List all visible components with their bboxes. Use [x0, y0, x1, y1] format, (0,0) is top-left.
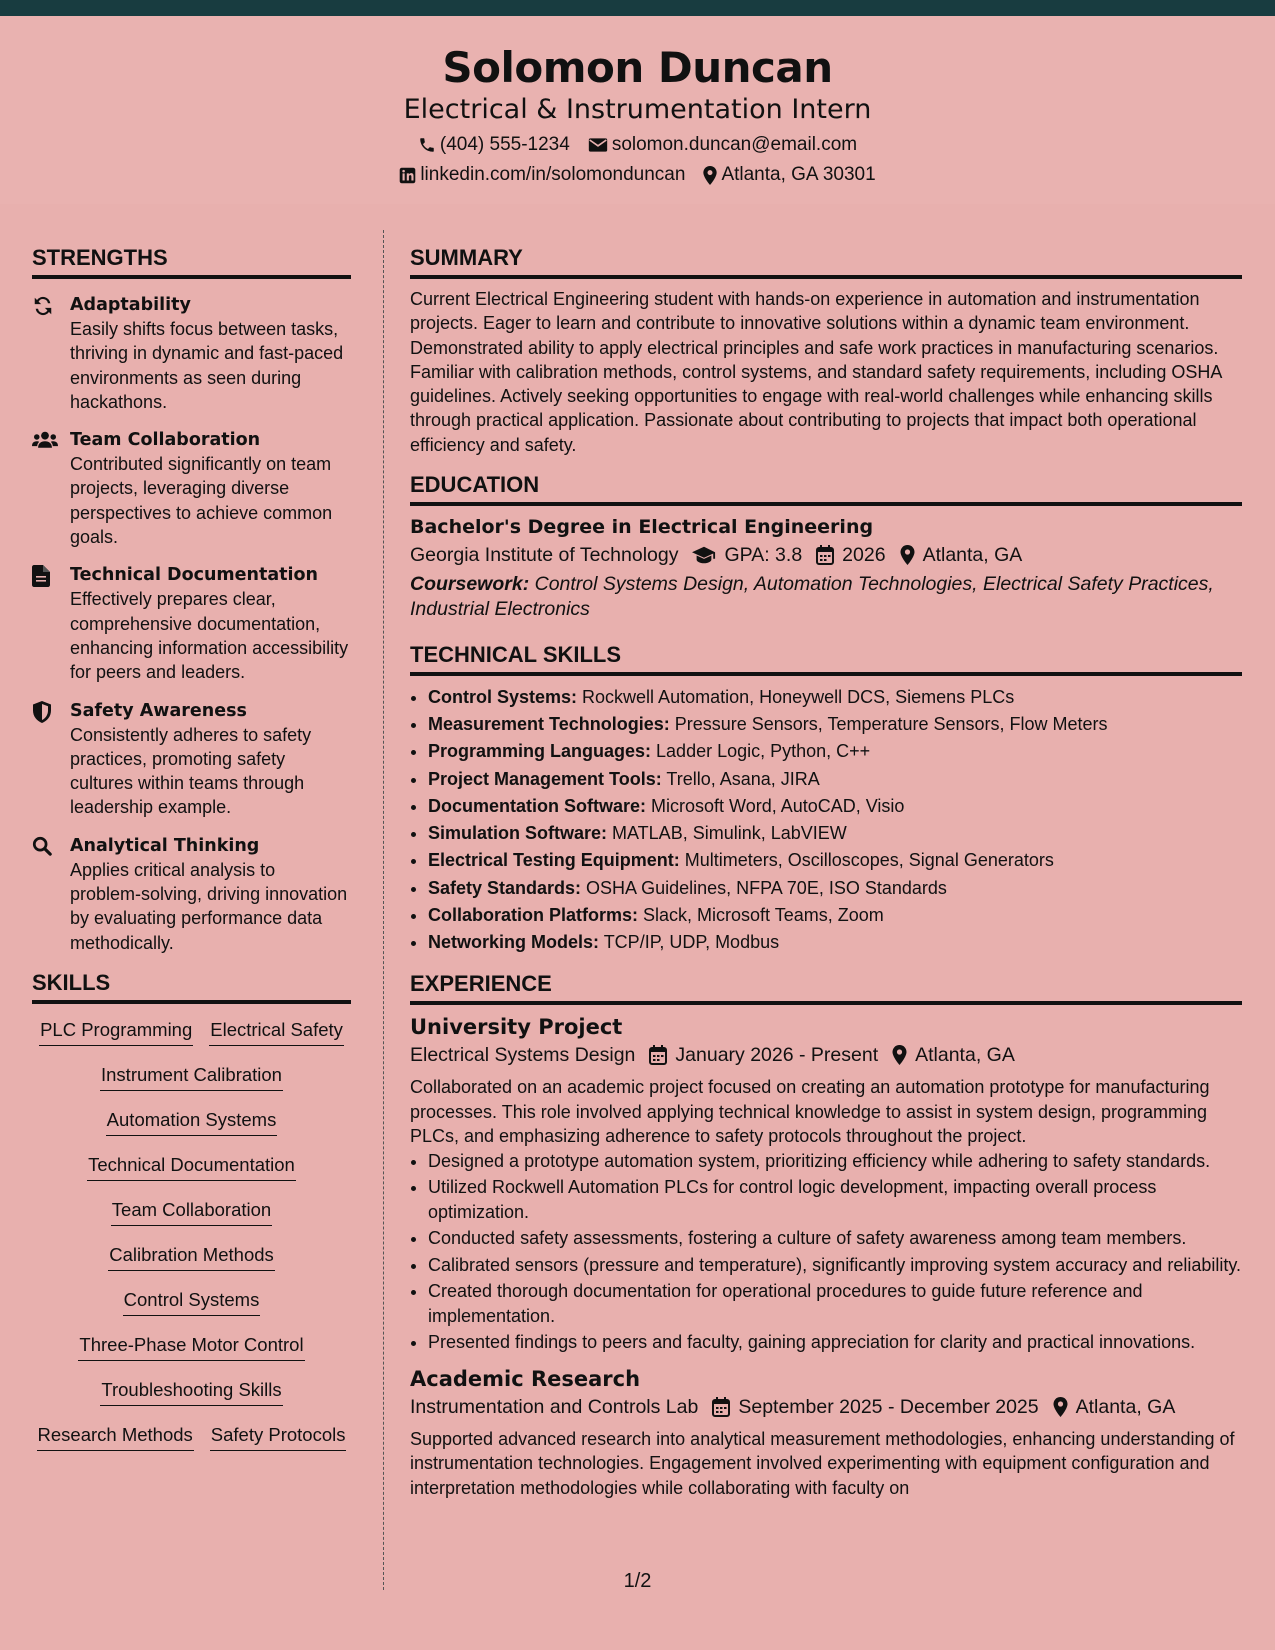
tech-skill-label: Electrical Testing Equipment:	[428, 850, 680, 871]
list-item: • Calibrated sensors (pressure and temperature), significantly improving system accuracy and reliability.	[428, 1253, 1242, 1278]
location-text: Atlanta, GA 30301	[721, 164, 876, 185]
tech-skill-value: TCP/IP, UDP, Modbus	[599, 931, 780, 952]
calendar-icon	[712, 1397, 730, 1417]
strength-title: Team Collaboration	[70, 430, 261, 451]
skill-tag: Electrical Safety	[209, 1018, 344, 1046]
tech-skill-value: Microsoft Word, AutoCAD, Visio	[646, 795, 905, 816]
list-item: • Designed a prototype automation system, prioritizing efficiency while adhering to safety standards.	[428, 1149, 1242, 1174]
list-item	[428, 902, 1242, 929]
phone-icon	[418, 136, 436, 154]
strength-desc: Applies critical analysis to problem-solving, driving innovation by evaluating performance data methodically.	[70, 859, 348, 953]
tech-skill-value: Ladder Logic, Python, C++	[651, 741, 871, 762]
tech-skill-label: Documentation Software:	[428, 795, 647, 816]
experience-description: Supported advanced research into analytical measurement methodologies, enhancing understanding of instrumentation technologies. Engagement involved experimenting with equipment configuration and interpretation methodologies while collaborating with faculty on	[410, 1428, 1235, 1498]
location-contact	[703, 163, 875, 187]
list-item	[428, 711, 1242, 738]
strength-item	[32, 428, 351, 549]
tech-skill-label: Project Management Tools:	[428, 768, 662, 789]
strength-desc: Consistently adheres to safety practices, promoting safety cultures within teams through leadership example.	[70, 724, 312, 818]
list-item	[428, 738, 1242, 765]
experience-org: University Project	[410, 1015, 623, 1040]
graduation-cap-icon	[692, 546, 716, 564]
experience-meta	[410, 1041, 1242, 1069]
left-column	[32, 244, 351, 1468]
experience-entry	[410, 1013, 1242, 1355]
tech-skill-label: Control Systems:	[428, 687, 578, 708]
sync-icon	[32, 293, 70, 414]
strength-desc: Effectively prepares clear, comprehensive documentation, enhancing information accessibility for peers and leaders.	[70, 589, 349, 683]
candidate-name: Solomon Duncan	[442, 43, 833, 92]
strength-item	[32, 834, 351, 955]
page-indicator: 1/2	[623, 1570, 652, 1592]
strengths-list	[32, 287, 351, 955]
strength-desc: Contributed significantly on team projects, leveraging diverse perspectives to achieve common goals.	[70, 454, 333, 548]
strength-title: Adaptability	[70, 295, 191, 315]
tech-skill-label: Safety Standards:	[428, 877, 582, 898]
experience-location: Atlanta, GA	[915, 1044, 1015, 1067]
skill-tag: Automation Systems	[106, 1108, 278, 1136]
map-pin-icon	[900, 545, 915, 565]
experience-meta	[410, 1393, 1242, 1421]
tech-skill-label: Programming Languages:	[428, 741, 652, 762]
coursework-list: Control Systems Design, Automation Technologies, Electrical Safety Practices, Industrial Electronics	[410, 573, 1214, 620]
skill-tag: PLC Programming	[39, 1018, 193, 1046]
email-contact[interactable]	[588, 133, 857, 157]
experience-dates: January 2026 - Present	[675, 1044, 879, 1067]
strength-title: Analytical Thinking	[70, 835, 260, 856]
skill-tag: Team Collaboration	[111, 1198, 272, 1226]
school-name: Georgia Institute of Technology	[410, 544, 679, 567]
tech-skill-value: OSHA Guidelines, NFPA 70E, ISO Standards	[581, 877, 947, 898]
list-item	[428, 793, 1242, 820]
list-item	[428, 684, 1242, 711]
map-pin-icon	[703, 166, 717, 185]
strength-title: Technical Documentation	[70, 565, 319, 586]
strength-item	[32, 293, 351, 414]
contact-line-2	[0, 163, 1275, 187]
tech-skill-value: MATLAB, Simulink, LabVIEW	[607, 823, 847, 844]
list-item: • Presented findings to peers and faculty, gaining appreciation for clarity and practical innovations.	[428, 1330, 1242, 1355]
skill-tag: Instrument Calibration	[100, 1063, 283, 1091]
list-item: • Created thorough documentation for operational procedures to guide future reference and implementation.	[428, 1279, 1242, 1328]
strengths-heading: STRENGTHS	[32, 244, 351, 279]
experience-org: Academic Research	[410, 1366, 641, 1391]
technical-skills-heading: TECHNICAL SKILLS	[410, 641, 1242, 676]
calendar-icon	[649, 1045, 667, 1065]
envelope-icon	[588, 137, 608, 153]
gpa-text: GPA: 3.8	[724, 544, 803, 567]
skill-tag: Technical Documentation	[87, 1153, 296, 1181]
coursework	[410, 572, 1242, 621]
list-item	[428, 875, 1242, 902]
degree-title: Bachelor's Degree in Electrical Engineering	[410, 516, 874, 539]
map-pin-icon	[892, 1045, 907, 1065]
tech-skill-label: Simulation Software:	[428, 823, 608, 844]
experience-dates: September 2025 - December 2025	[738, 1395, 1039, 1418]
resume-header	[0, 16, 1275, 204]
list-item: • Conducted safety assessments, fostering a culture of safety awareness among team members.	[428, 1226, 1242, 1251]
tech-skill-value: Trello, Asana, JIRA	[661, 768, 820, 789]
column-divider	[383, 230, 384, 1590]
tech-skill-value: Rockwell Automation, Honeywell DCS, Siemens PLCs	[577, 687, 1015, 708]
strength-item	[32, 699, 351, 820]
linkedin-icon	[399, 167, 416, 184]
education-heading: EDUCATION	[410, 471, 1242, 506]
phone-text: (404) 555-1234	[439, 134, 570, 155]
list-item	[428, 847, 1242, 874]
summary-heading: SUMMARY	[410, 244, 1242, 279]
top-accent-bar	[0, 0, 1275, 16]
experience-role: Electrical Systems Design	[410, 1044, 636, 1067]
right-column	[410, 244, 1242, 1500]
coursework-label: Coursework:	[410, 573, 530, 596]
tech-skill-label: Collaboration Platforms:	[428, 904, 639, 925]
contact-line-1	[0, 133, 1275, 157]
skill-tag: Three-Phase Motor Control	[78, 1333, 304, 1361]
experience-description: Collaborated on an academic project focused on creating an automation prototype for manufacturing processes. This role involved applying technical knowledge to assist in system design, programming PLCs, and emphasizing adherence to safety protocols throughout the project.	[410, 1077, 1210, 1147]
tech-skill-label: Networking Models:	[428, 931, 600, 952]
experience-role: Instrumentation and Controls Lab	[410, 1395, 699, 1418]
experience-heading: EXPERIENCE	[410, 970, 1242, 1005]
education-location: Atlanta, GA	[922, 544, 1023, 567]
list-item	[428, 820, 1242, 847]
experience-location: Atlanta, GA	[1075, 1395, 1176, 1418]
education-meta	[410, 541, 1242, 569]
skill-tag: Troubleshooting Skills	[100, 1378, 282, 1406]
strength-title: Safety Awareness	[70, 700, 247, 721]
users-icon	[32, 428, 70, 549]
tech-skill-value: Pressure Sensors, Temperature Sensors, Flow Meters	[669, 714, 1108, 735]
skill-tag: Safety Protocols	[210, 1423, 347, 1451]
graduation-year: 2026	[842, 544, 886, 567]
linkedin-text: linkedin.com/in/solomonduncan	[420, 164, 686, 185]
candidate-title: Electrical & Instrumentation Intern	[403, 94, 872, 125]
experience-entry	[410, 1365, 1242, 1501]
map-pin-icon	[1053, 1397, 1068, 1417]
skill-tag: Control Systems	[123, 1288, 261, 1316]
linkedin-contact[interactable]	[399, 163, 685, 187]
document-icon	[32, 563, 70, 684]
email-text: solomon.duncan@email.com	[611, 134, 858, 155]
tech-skill-label: Measurement Technologies:	[428, 714, 670, 735]
tech-skill-value: Multimeters, Oscilloscopes, Signal Generators	[679, 850, 1054, 871]
technical-skills-list	[410, 684, 1242, 956]
skills-list	[32, 1012, 351, 1468]
skill-tag: Calibration Methods	[108, 1243, 275, 1271]
calendar-icon	[816, 545, 834, 565]
tech-skill-value: Slack, Microsoft Teams, Zoom	[638, 904, 884, 925]
shield-icon	[32, 699, 70, 820]
strength-item	[32, 563, 351, 684]
strength-desc: Easily shifts focus between tasks, thriving in dynamic and fast-paced environments as seen during hackathons.	[70, 319, 344, 412]
skill-tag: Research Methods	[37, 1423, 194, 1451]
skills-heading: SKILLS	[32, 969, 351, 1004]
search-icon	[32, 834, 70, 955]
phone-contact[interactable]	[418, 133, 570, 157]
experience-bullets	[410, 1149, 1242, 1355]
list-item	[428, 766, 1242, 793]
list-item: • Utilized Rockwell Automation PLCs for control logic development, impacting overall process optimization.	[428, 1175, 1242, 1224]
list-item	[428, 929, 1242, 956]
summary-text: Current Electrical Engineering student with hands-on experience in automation and instrumentation projects. Eager to learn and contribute to innovative solutions within a dynamic team environment. Demonstrated ability to apply electrical principles and safe work practices in manufacturing scenarios. Familiar with calibration methods, control systems, and standard safety requirements, including OSHA guidelines. Actively seeking opportunities to engage with real-world challenges while enhancing skills through practical application. Passionate about contributing to projects that impact both operational efficiency and safety.	[410, 289, 1222, 455]
